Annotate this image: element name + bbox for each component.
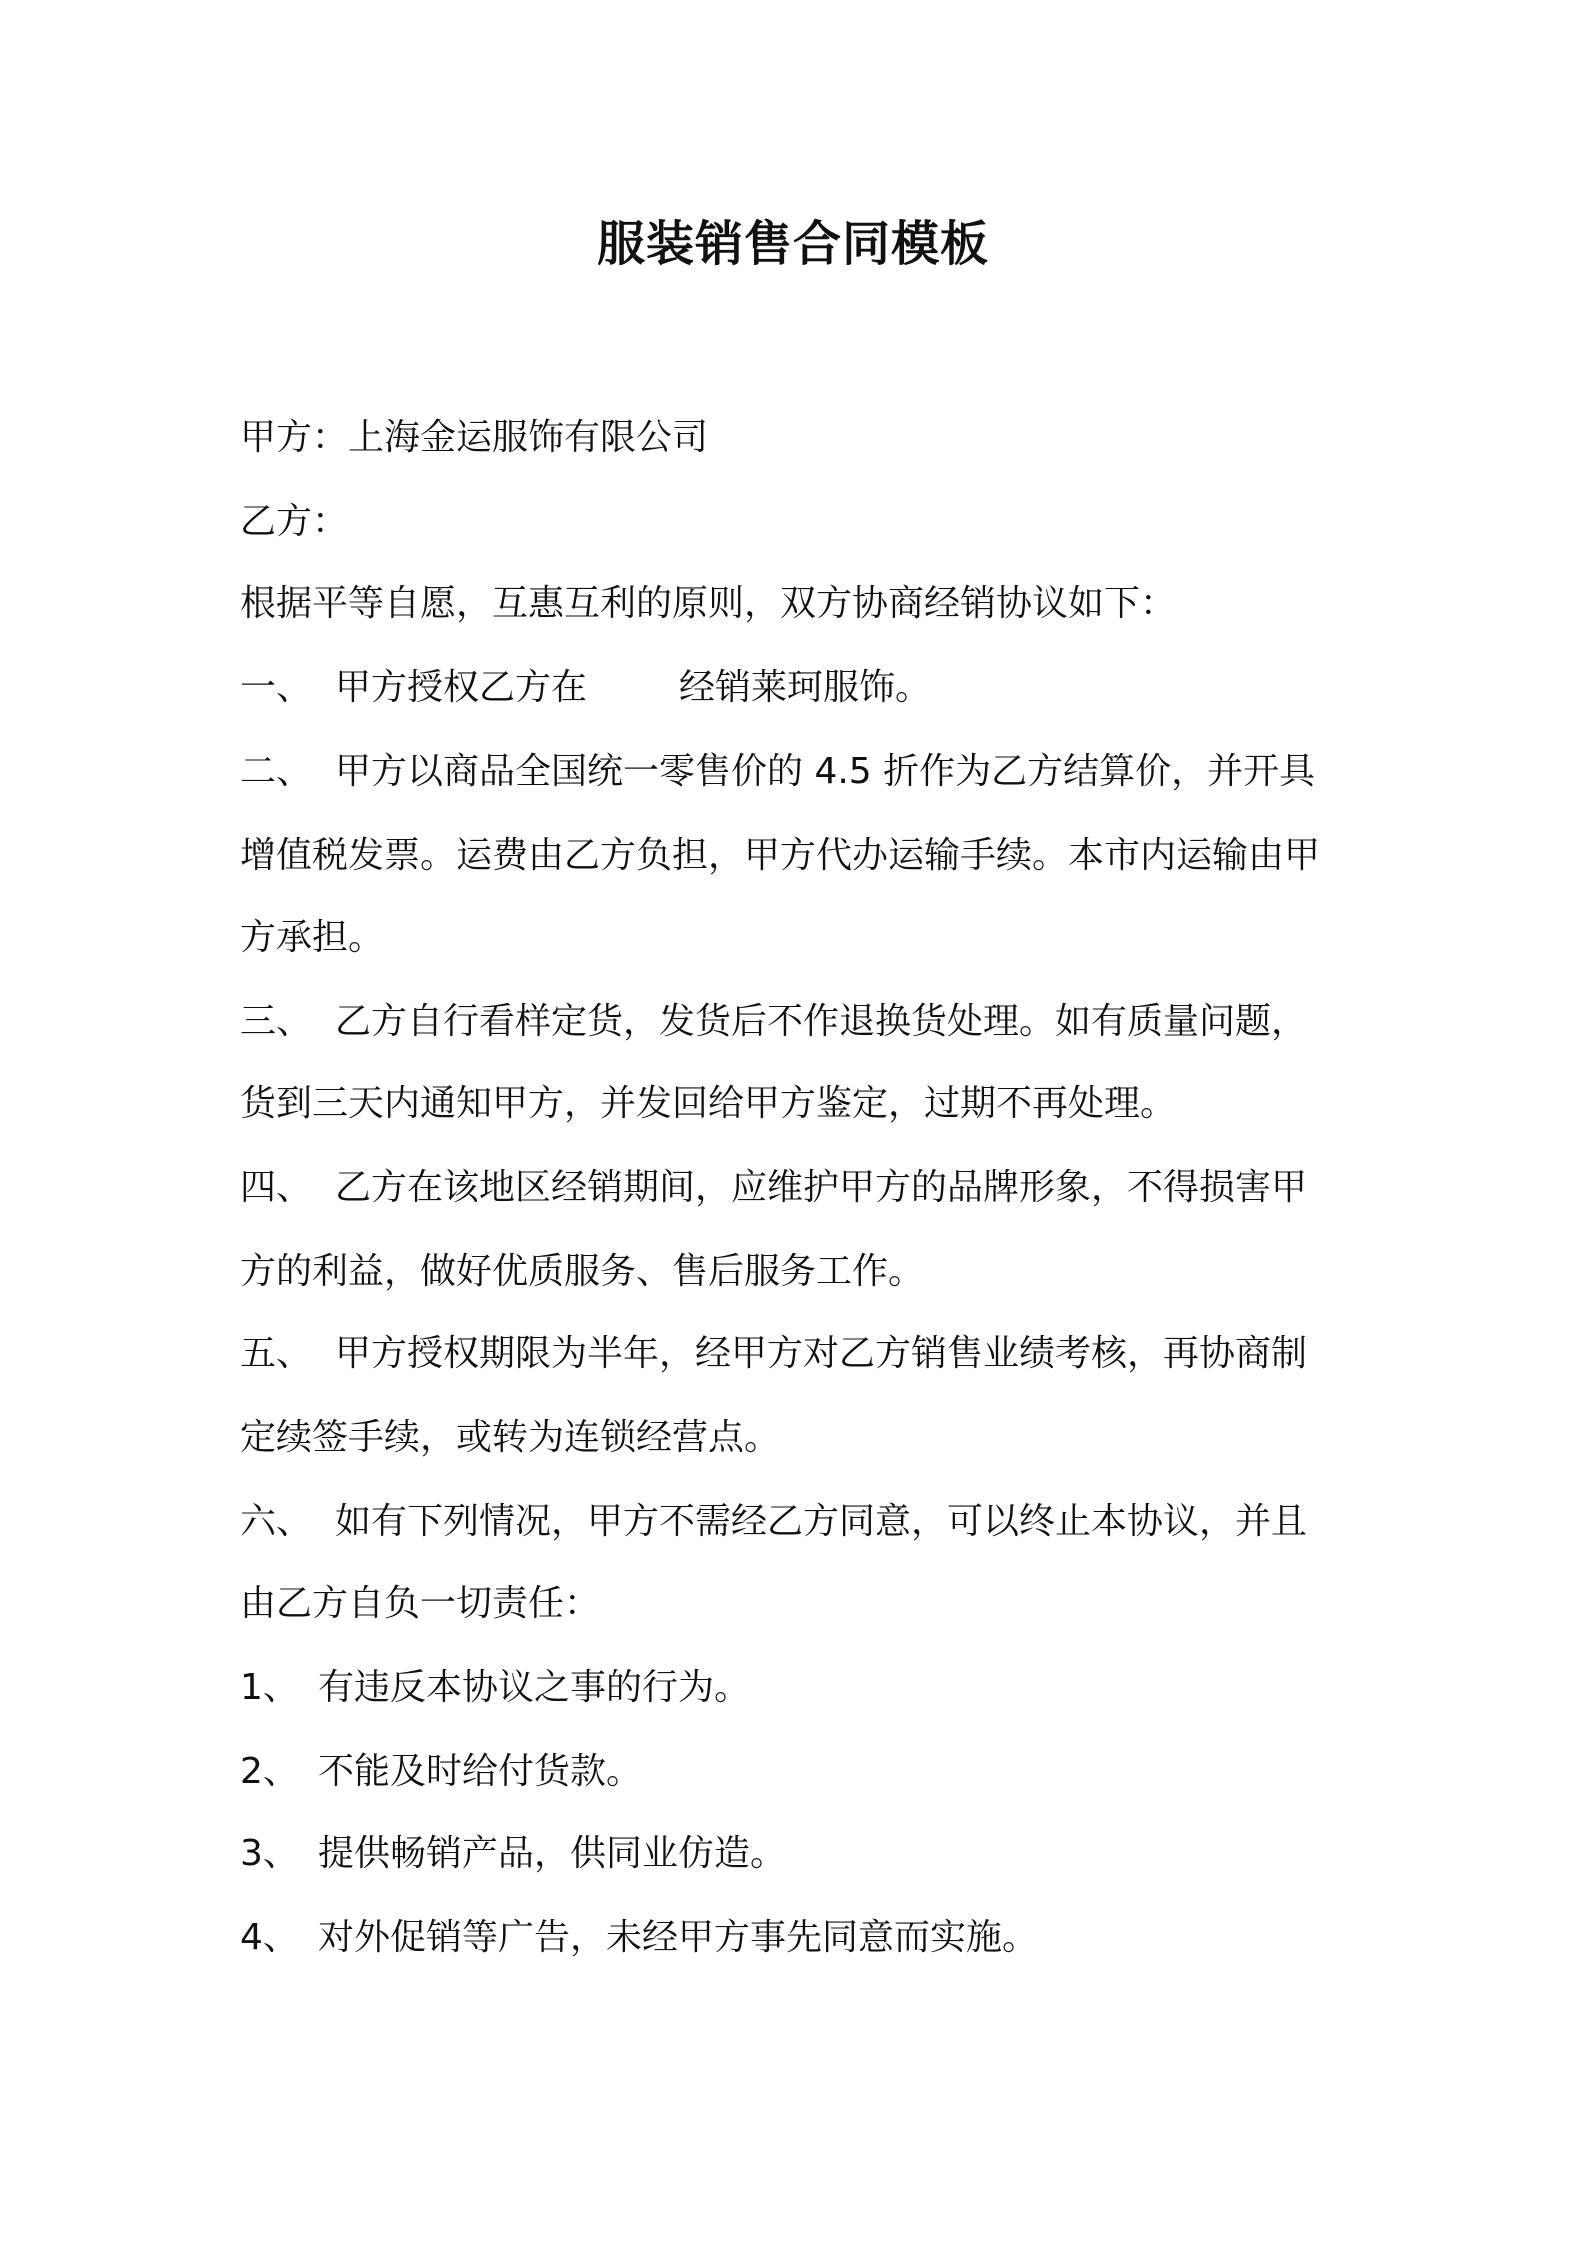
list-item-text: 不能及时给付货款。 bbox=[318, 1751, 643, 1792]
clause-6-line-2: 由乙方自负一切责任： bbox=[240, 1583, 601, 1624]
clause-5-number: 五、 bbox=[240, 1333, 313, 1374]
list-item-number: 3、 bbox=[240, 1833, 299, 1874]
party-b-line: 乙方： bbox=[240, 501, 349, 542]
clause-3-number: 三、 bbox=[240, 1001, 313, 1042]
clause-4-line-2: 方的利益，做好优质服务、售后服务工作。 bbox=[240, 1251, 925, 1292]
list-item-text: 有违反本协议之事的行为。 bbox=[318, 1667, 751, 1708]
clause-2-text-1: 甲方以商品全国统一零售价的 4.5 折作为乙方结算价，并开具 bbox=[335, 751, 1316, 792]
clause-1-number: 一、 bbox=[240, 667, 313, 708]
intro-line: 根据平等自愿，互惠互利的原则，双方协商经销协议如下： bbox=[240, 583, 1177, 624]
clause-3-line-2: 货到三天内通知甲方，并发回给甲方鉴定，过期不再处理。 bbox=[240, 1083, 1177, 1124]
list-item-text: 对外促销等广告，未经甲方事先同意而实施。 bbox=[318, 1917, 1039, 1958]
clause-2-number: 二、 bbox=[240, 751, 313, 792]
clause-6-text-1: 如有下列情况，甲方不需经乙方同意，可以终止本协议，并且 bbox=[335, 1501, 1308, 1542]
clause-5-line-2: 定续签手续，或转为连锁经营点。 bbox=[240, 1417, 781, 1458]
clause-5-line-1 bbox=[240, 1330, 1360, 1378]
list-item bbox=[240, 1748, 1360, 1796]
clause-1-text-a: 甲方授权乙方在 bbox=[335, 667, 588, 708]
clause-2-line-3: 方承担。 bbox=[240, 917, 385, 958]
clause-4-line-1 bbox=[240, 1164, 1360, 1212]
list-item-number: 1、 bbox=[240, 1667, 299, 1708]
clause-2-line-2: 增值税发票。运费由乙方负担，甲方代办运输手续。本市内运输由甲 bbox=[240, 835, 1321, 876]
clause-6-number: 六、 bbox=[240, 1501, 313, 1542]
clause-1 bbox=[240, 664, 1360, 712]
clause-4-number: 四、 bbox=[240, 1167, 313, 1208]
clause-2-line-1 bbox=[240, 748, 1360, 796]
list-item bbox=[240, 1664, 1360, 1712]
clause-3-text-1: 乙方自行看样定货，发货后不作退换货处理。如有质量问题， bbox=[335, 1001, 1308, 1042]
list-item bbox=[240, 1830, 1360, 1878]
clause-6-line-1 bbox=[240, 1498, 1360, 1546]
party-a-line: 甲方：上海金运服饰有限公司 bbox=[240, 417, 709, 458]
list-item-number: 2、 bbox=[240, 1751, 299, 1792]
list-item-number: 4、 bbox=[240, 1917, 299, 1958]
list-item bbox=[240, 1914, 1360, 1962]
clause-3-line-1 bbox=[240, 998, 1360, 1046]
list-item-text: 提供畅销产品，供同业仿造。 bbox=[318, 1833, 787, 1874]
document-title: 服装销售合同模板 bbox=[596, 216, 989, 272]
clause-1-text-b: 经销莱珂服饰。 bbox=[679, 667, 932, 708]
clause-4-text-1: 乙方在该地区经销期间，应维护甲方的品牌形象，不得损害甲 bbox=[335, 1167, 1308, 1208]
clause-5-text-1: 甲方授权期限为半年，经甲方对乙方销售业绩考核，再协商制 bbox=[335, 1333, 1308, 1374]
